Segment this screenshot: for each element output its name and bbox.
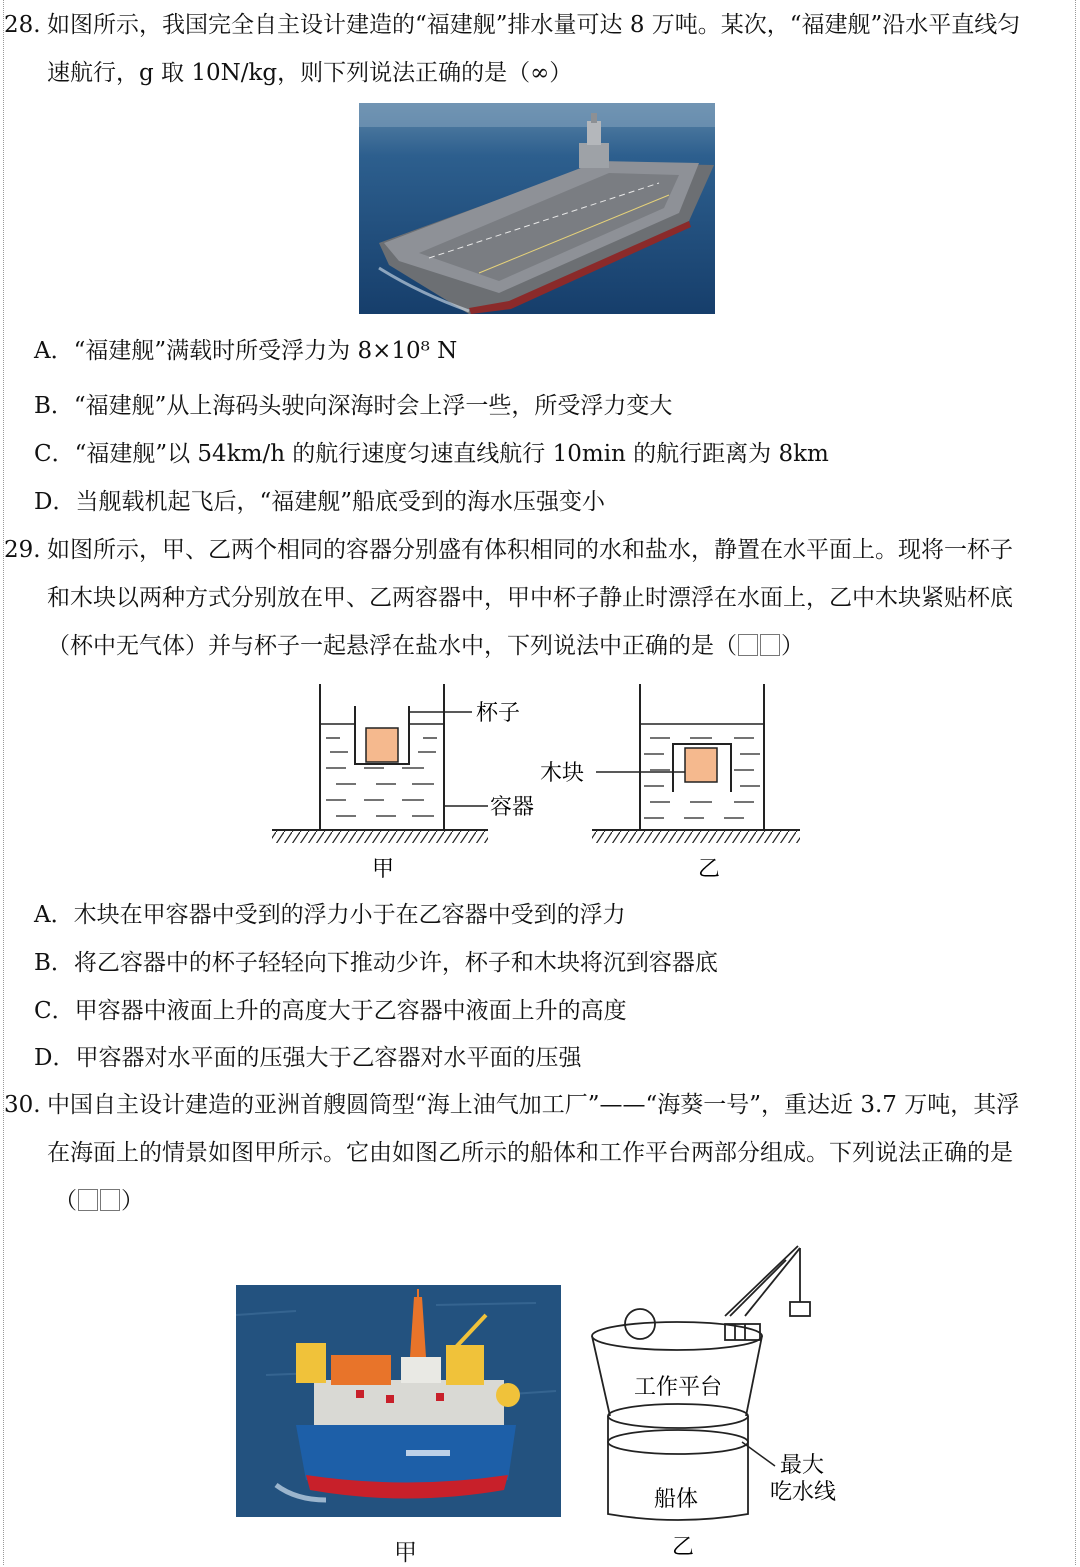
wood-block-b xyxy=(685,748,717,782)
carrier-photo xyxy=(359,103,715,314)
q28-option-a: A．“福建舰”满载时所受浮力为 8×10⁸ N xyxy=(34,338,458,364)
q30-stem-line2: 在海面上的情景如图甲所示。它由如图乙所示的船体和工作平台两部分组成。下列说法正确的是 xyxy=(47,1140,1013,1166)
haikui-photo xyxy=(236,1285,561,1517)
label-container: 容器 xyxy=(490,795,535,820)
wood-block-a xyxy=(366,728,398,762)
label-platform: 工作平台 xyxy=(634,1375,723,1400)
answer-blank-box xyxy=(760,634,780,656)
q29-option-c: C．甲容器中液面上升的高度大于乙容器中液面上升的高度 xyxy=(34,998,627,1024)
q28-stem-line1: 如图所示，我国完全自主设计建造的“福建舰”排水量可达 8 万吨。某次，“福建舰”沿水平直线匀 xyxy=(47,12,1021,38)
q29-number: 29. xyxy=(4,537,41,563)
answer-blank-box xyxy=(78,1189,98,1211)
label-waterline-2: 吃水线 xyxy=(770,1480,837,1505)
answer-blank-box xyxy=(738,634,758,656)
caption-yi-30: 乙 xyxy=(672,1535,695,1560)
max-waterline-ring xyxy=(608,1430,748,1454)
waterline-pointer xyxy=(742,1442,775,1466)
label-cup: 杯子 xyxy=(476,701,521,726)
q30-stem-line3-open: （ xyxy=(54,1188,77,1214)
q29-container-diagram xyxy=(260,676,820,886)
q30-structure-diagram xyxy=(590,1236,850,1561)
q28-option-b: B．“福建舰”从上海码头驶向深海时会上浮一些，所受浮力变大 xyxy=(34,393,673,419)
q30-stem-line1: 中国自主设计建造的亚洲首艘圆筒型“海上油气加工厂”——“海葵一号”，重达近 3.7 万吨，其浮 xyxy=(47,1092,1020,1118)
label-waterline-1: 最大 xyxy=(780,1453,825,1478)
hull-top-rim xyxy=(608,1404,748,1428)
caption-jia-30: 甲 xyxy=(394,1540,417,1566)
answer-blank-box xyxy=(100,1189,120,1211)
q29-option-b: B．将乙容器中的杯子轻轻向下推动少许，杯子和木块将沉到容器底 xyxy=(34,950,718,976)
q29-stem-line3-close: ） xyxy=(781,633,804,659)
aircraft-carrier-illustration xyxy=(359,103,715,314)
q28-option-d: D．当舰载机起飞后，“福建舰”船底受到的海水压强变小 xyxy=(34,489,605,515)
waterline-band xyxy=(608,1416,748,1442)
ground-hatch-a xyxy=(272,831,488,843)
floating-platform-illustration xyxy=(236,1285,561,1517)
q29-stem-line2: 和木块以两种方式分别放在甲、乙两容器中，甲中杯子静止时漂浮在水面上，乙中木块紧贴杯底 xyxy=(47,585,1013,611)
q30-stem-line3 xyxy=(54,1186,144,1216)
q28-number: 28. xyxy=(4,12,41,38)
q28-stem-line2: 速航行，g 取 10N/kg，则下列说法正确的是（∞） xyxy=(47,60,573,86)
caption-jia: 甲 xyxy=(372,857,395,882)
container-b xyxy=(640,684,764,830)
q29-option-a: A．木块在甲容器中受到的浮力小于在乙容器中受到的浮力 xyxy=(34,902,626,928)
platform-top-rim xyxy=(592,1322,762,1350)
caption-yi: 乙 xyxy=(698,857,721,882)
q29-stem-line3-text: （杯中无气体）并与杯子一起悬浮在盐水中，下列说法中正确的是（ xyxy=(47,633,737,659)
label-wood: 木块 xyxy=(540,761,585,786)
ground-hatch-b xyxy=(592,831,800,843)
label-hull: 船体 xyxy=(654,1487,699,1512)
q29-stem-line1: 如图所示，甲、乙两个相同的容器分别盛有体积相同的水和盐水，静置在水平面上。现将一杯子 xyxy=(47,537,1013,563)
q30-number: 30. xyxy=(4,1092,41,1118)
container-a xyxy=(320,684,444,830)
platform-right-edge xyxy=(746,1336,762,1416)
platform-left-edge xyxy=(592,1336,610,1416)
q30-stem-line3-close: ） xyxy=(121,1188,144,1214)
q29-option-d: D．甲容器对水平面的压强大于乙容器对水平面的压强 xyxy=(34,1045,582,1071)
q29-stem-line3 xyxy=(47,631,804,661)
q28-option-c: C．“福建舰”以 54km/h 的航行速度匀速直线航行 10min 的航行距离为 8km xyxy=(34,441,829,467)
